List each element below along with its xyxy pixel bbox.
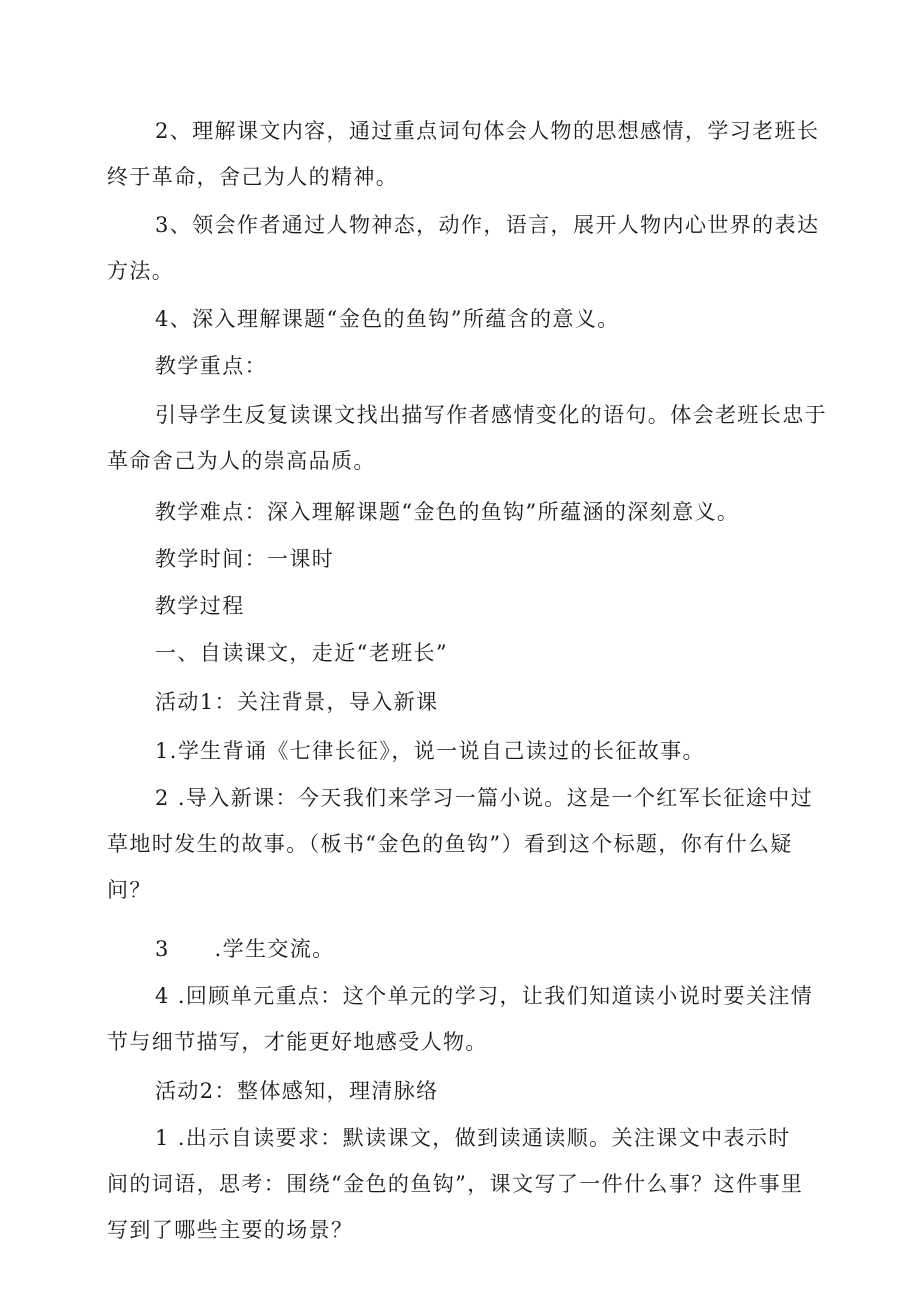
text-line: 4、深入理解课题“金色的鱼钩”所蕴含的意义。 — [155, 307, 620, 331]
paragraph-activity-2-step-1 — [107, 1115, 842, 1253]
text-line: 活动2：整体感知，理清脉络 — [155, 1079, 439, 1103]
text-line: 教学时间：一课时 — [155, 547, 335, 571]
text-line: 教学难点：深入理解课题“金色的鱼钩”所蕴涵的深刻意义。 — [155, 500, 740, 524]
heading-key-points — [107, 343, 842, 389]
heading-activity-1 — [107, 679, 842, 725]
text-line: 3 .学生交流。 — [155, 937, 335, 961]
heading-teaching-process — [107, 583, 842, 629]
text-line: 教学过程 — [155, 594, 245, 618]
text-line: 问？ — [107, 878, 152, 902]
heading-section-1 — [107, 630, 842, 676]
text-line: 革命舍己为人的崇高品质。 — [107, 449, 376, 473]
text-line: 间的词语，思考：围绕“金色的鱼钩”，课文写了一件什么事？这件事里 — [107, 1172, 804, 1196]
paragraph-objective-3 — [107, 202, 842, 294]
text-line: 1.学生背诵《七律长征》，说一说自己读过的长征故事。 — [155, 739, 705, 763]
paragraph-objective-2 — [107, 108, 842, 200]
text-line: 一、自读课文，走近“老班长” — [155, 641, 449, 665]
heading-activity-2 — [107, 1068, 842, 1114]
text-line: 方法。 — [107, 259, 175, 283]
text-line: 写到了哪些主要的场景？ — [107, 1218, 354, 1242]
paragraph-teaching-time — [107, 536, 842, 582]
text-line: 终于革命，舍己为人的精神。 — [107, 165, 399, 189]
paragraph-step-2 — [107, 775, 842, 913]
text-line: 活动1：关注背景，导入新课 — [155, 690, 439, 714]
text-line: 节与细节描写，才能更好地感受人物。 — [107, 1030, 488, 1054]
paragraph-step-1 — [107, 728, 842, 774]
text-line: 教学重点： — [155, 354, 267, 378]
text-line: 3、领会作者通过人物神态，动作，语言，展开人物内心世界的表达 — [155, 213, 820, 237]
paragraph-difficulty — [107, 489, 842, 535]
text-line: 1 .出示自读要求：默读课文，做到读通读顺。关注课文中表示时 — [155, 1126, 791, 1150]
text-line: 2 .导入新课：今天我们来学习一篇小说。这是一个红军长征途中过 — [155, 786, 814, 810]
paragraph-key-points — [107, 392, 842, 484]
text-line: 2、理解课文内容，通过重点词句体会人物的思想感情，学习老班长 — [155, 119, 820, 143]
text-line: 4 .回顾单元重点：这个单元的学习，让我们知道读小说时要关注情 — [155, 984, 814, 1008]
text-line: 引导学生反复读课文找出描写作者感情变化的语句。体会老班长忠于 — [155, 403, 827, 427]
paragraph-step-4 — [107, 973, 842, 1065]
text-line: 草地时发生的故事。（板书“金色的鱼钩”）看到这个标题，你有什么疑 — [107, 832, 793, 856]
paragraph-objective-4 — [107, 296, 842, 342]
paragraph-step-3 — [107, 926, 842, 972]
